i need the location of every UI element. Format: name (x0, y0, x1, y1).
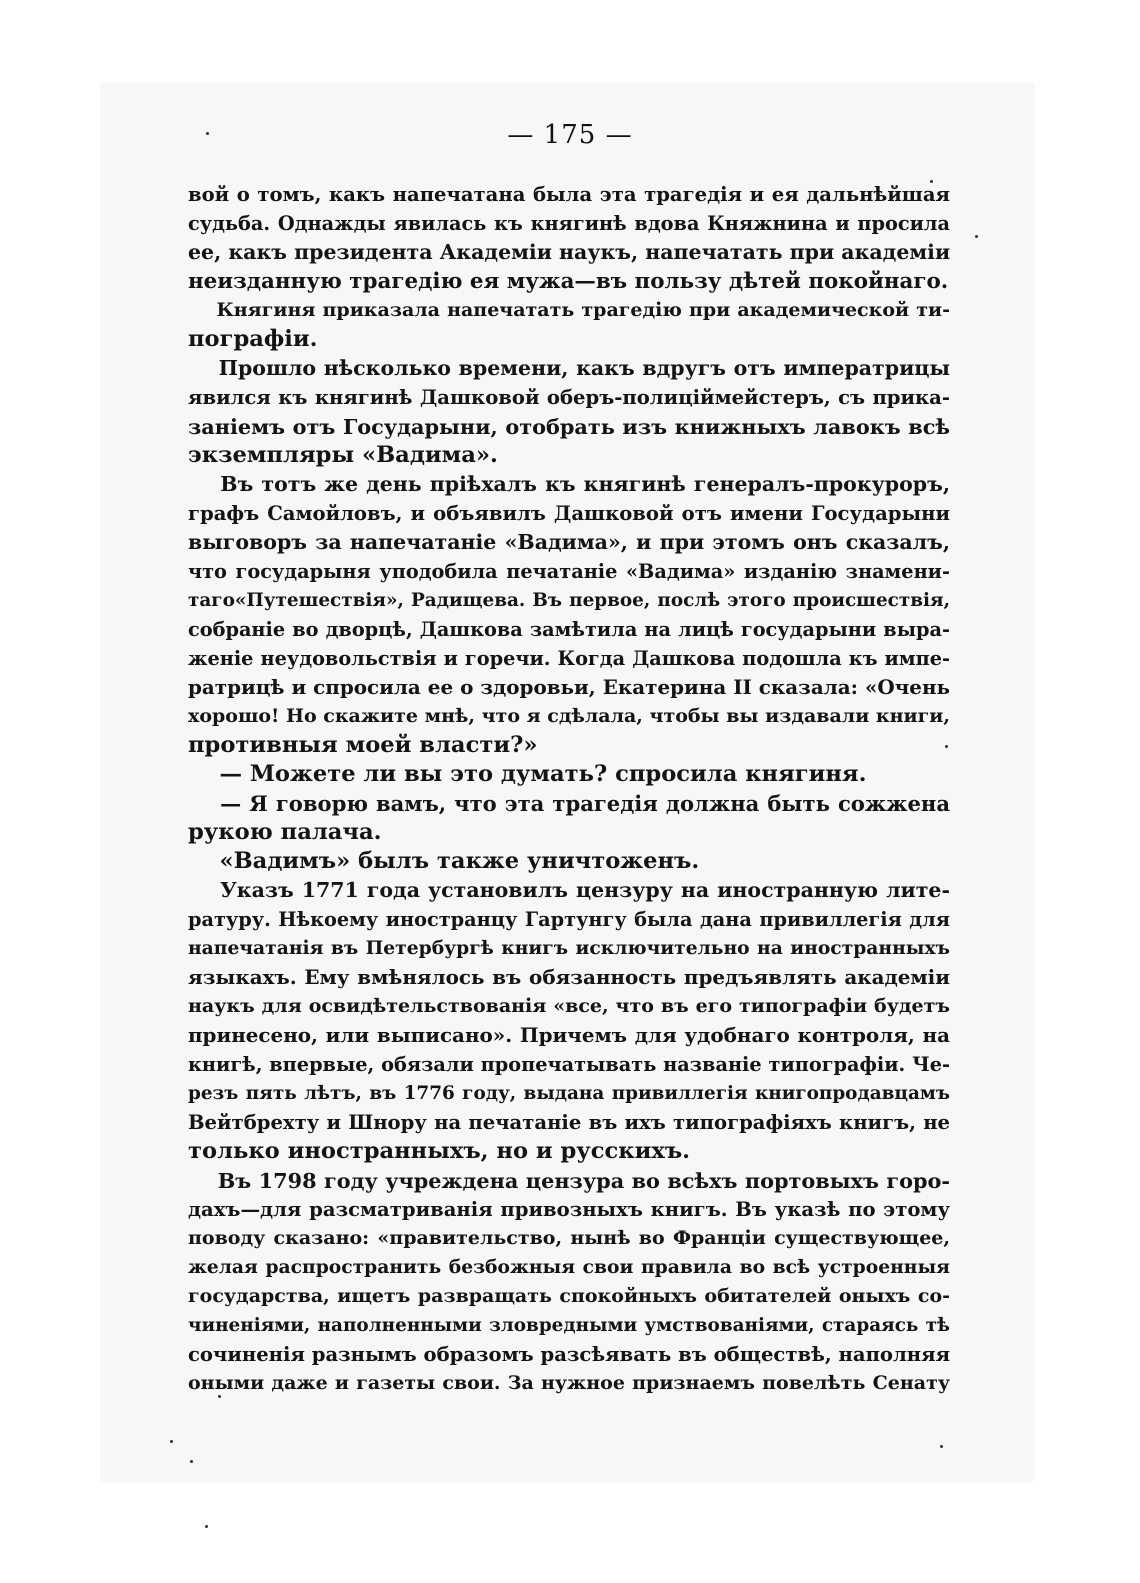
text-line: что государыня уподобила печатаніе «Вадима» изданію знамени- (188, 560, 950, 583)
scan-speck (205, 1525, 208, 1528)
text-line: пографіи. (188, 326, 318, 352)
text-line: ратуру. Нѣкоему иностранцу Гартунгу была дана привиллегія для (188, 908, 950, 931)
body-text (188, 180, 950, 1398)
text-line: Въ тотъ же день пріѣхалъ къ княгинѣ генералъ-прокуроръ, (188, 472, 950, 496)
text-line: противныя моей власти?» (188, 732, 538, 758)
text-line: напечатанія въ Петербургѣ книгъ исключительно на иностранныхъ (188, 937, 950, 959)
text-line: рукою палача. (188, 819, 382, 845)
text-line: принесено, или выписано». Причемъ для удобнаго контроля, на (188, 1023, 950, 1047)
scan-speck (170, 1440, 173, 1443)
text-line: ратрицѣ и спросила ее о здоровьи, Екатерина II сказала: «Очень (188, 675, 950, 699)
text-line: Въ 1798 году учреждена цензура во всѣхъ портовыхъ горо- (188, 1168, 950, 1193)
text-line: наукъ для освидѣтельствованія «все, что въ его типографіи будетъ (188, 995, 950, 1017)
text-line: государства, ищетъ развращать спокойныхъ обитателей оныхъ со- (188, 1285, 950, 1307)
scan-speck (930, 180, 933, 183)
text-line: — Я говорю вамъ, что эта трагедія должна быть сожжена (188, 791, 950, 816)
text-line: собраніе во дворцѣ, Дашкова замѣтила на лицѣ государыни выра- (188, 618, 950, 641)
text-line: хорошо! Но скажите мнѣ, что я сдѣлала, чтобы вы издавали книги, (188, 705, 950, 727)
text-line: желая распространить безбожныя свои правила во всѣ устроенныя (188, 1256, 950, 1278)
text-line: ее, какъ президента Академіи наукъ, напечатать при академіи (188, 240, 950, 264)
text-line: явился къ княгинѣ Дашковой оберъ-полиціймейстеръ, съ прика- (188, 386, 950, 409)
text-line: только иностранныхъ, но и русскихъ. (188, 1138, 691, 1164)
text-line: Вейтбрехту и Шнору на печатаніе въ ихъ типографіяхъ книгъ, не (188, 1111, 950, 1134)
text-line: оными даже и газеты свои. За нужное признаемъ повелѣть Сенату (188, 1372, 950, 1394)
scan-speck (218, 1395, 221, 1398)
text-line: женіе неудовольствія и горечи. Когда Дашкова подошла къ импе- (188, 647, 950, 670)
text-line: таго«Путешествія», Радищева. Въ первое, послѣ этого происшествія, (188, 590, 950, 611)
page-number: — 175 — (507, 120, 633, 150)
text-line: графъ Самойловъ, и объявилъ Дашковой отъ имени Государыни (188, 502, 950, 525)
text-line: чиненіями, наполненными зловредными умствованіями, стараясь тѣ (188, 1315, 950, 1336)
scan-speck (190, 1460, 193, 1463)
text-line: дахъ—для разсматриванія привозныхъ книгъ. Въ указѣ по этому (188, 1198, 950, 1221)
text-line: поводу сказано: «правительство, нынѣ во Франціи существующее, (188, 1227, 950, 1249)
text-line: «Вадимъ» былъ также уничтоженъ. (188, 848, 700, 874)
text-line: неизданную трагедію ея мужа—въ пользу дѣтей покойнаго. (188, 269, 949, 294)
scan-speck (940, 1445, 943, 1448)
scan-speck (975, 235, 978, 238)
text-line: Прошло нѣсколько времени, какъ вдругъ отъ императрицы (188, 356, 950, 380)
text-line: — Можете ли вы это думать? спросила княгиня. (188, 761, 867, 787)
text-line: книгѣ, впервые, обязали пропечатывать названіе типографіи. Че- (188, 1053, 950, 1076)
text-line: языкахъ. Ему вмѣнялось въ обязанность предъявлять академіи (188, 965, 950, 989)
text-line: экземпляры «Вадима». (188, 442, 498, 468)
text-line: заніемъ отъ Государыни, отобрать изъ книжныхъ лавокъ всѣ (188, 414, 950, 439)
text-line: вой о томъ, какъ напечатана была эта трагедія и ея дальнѣйшая (188, 183, 950, 206)
text-line: резъ пять лѣтъ, въ 1776 году, выдана привиллегія книгопродавцамъ (188, 1083, 950, 1104)
scan-speck (206, 132, 209, 135)
text-line: сочиненія разнымъ образомъ разсѣявать въ обществѣ, наполняя (188, 1343, 950, 1366)
text-line: Княгиня приказала напечатать трагедію при академической ти- (188, 299, 950, 321)
text-line: Указъ 1771 года установилъ цензуру на иностранную лите- (188, 878, 950, 902)
scan-speck (945, 745, 948, 748)
text-line: судьба. Однажды явилась къ княгинѣ вдова Княжнина и просила (188, 212, 950, 235)
text-line: выговоръ за напечатаніе «Вадима», и при этомъ онъ сказалъ, (188, 530, 950, 554)
